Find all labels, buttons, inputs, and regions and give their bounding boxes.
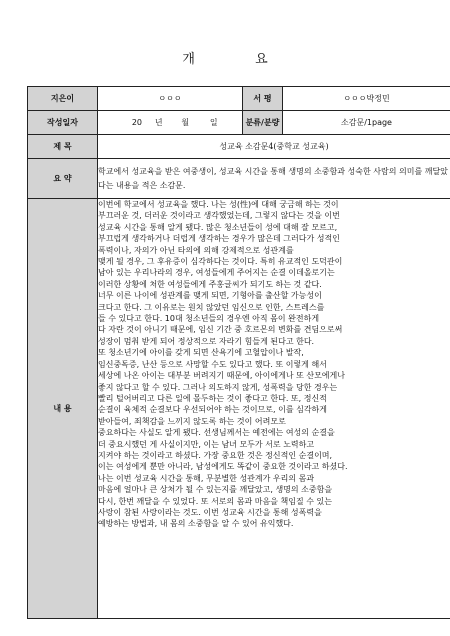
category-value: 소감문/1page	[283, 111, 450, 135]
date-month-unit: 월	[181, 118, 190, 127]
summary-row	[28, 159, 450, 199]
author-label: 지은이	[28, 87, 98, 111]
date-value	[98, 111, 243, 135]
date-row	[28, 111, 450, 135]
summary-label: 요 약	[28, 159, 98, 199]
summary-table	[27, 86, 450, 619]
content-row	[28, 199, 450, 619]
subject-row	[28, 135, 450, 159]
content-label: 내 용	[28, 199, 98, 619]
summary-value: 학교에서 성교육을 받은 여중생이, 성교육 시간을 통해 생명의 소중함과 성숙한 사람의 의미를 깨달았다는 내용을 적은 소감문.	[98, 159, 450, 199]
author-row	[28, 87, 450, 111]
date-year: 20	[131, 118, 142, 127]
content-value: 이번에 학교에서 성교육을 했다. 나는 성(性)에 대해 궁금해 하는 것이 부끄러운 것, 더러운 것이라고 생각했었는데, 그렇지 않다는 것을 이번 성교육 시간을 통해 알게 됐다. 많은 청소년들이 성에 대해 잘 모르고, 부끄럽게 생각하거나 더럽게 생각하는 경우가 많은데 그러다가 성적인 폭력이나, 자의가 아닌 타의에 의해 강제적으로 성관계를 맺게 될 경우, 그 후유증이 심각하다는 것이다. 특히 유교적인 도덕관이 남아 있는 우리나라의 경우, 여성들에게 주어지는 순결 이데올로기는 이러한 상황에 처한 여성들에게 주홍글씨가 되기도 하는 것 같다. 너무 이른 나이에 성관계를 맺게 되면, 기형아를 출산할 가능성이 크다고 한다. 그 이유로는 원치 않았던 임신으로 인한, 스트레스를 들 수 있다고 한다. 10대 청소년들의 경우엔 아직 몸이 완전하게 다 자란 것이 아니기 때문에, 임신 기간 중 호르몬의 변화를 견딤으로써 성장이 멈춰 받게 되어 정상적으로 자라기 힘들게 된다고 한다. 또 청소년기에 아이를 갖게 되면 산욕기에 고혈압이나 발작, 임신중독증, 난산 등으로 사망할 수도 있다고 했다. 또 이렇게 해서 세상에 나온 아이는 대부분 버려지기 때문에, 아이에게나 또 산모에게나 좋지 않다고 할 수 있다. 그러나 의도하지 않게, 성폭력을 당한 경우는 빨리 털어버리고 다른 일에 몰두하는 것이 좋다고 한다. 또, 정신적 순결이 육체적 순결보다 우선되어야 하는 것이므로, 이를 심각하게 받아들여, 죄책감을 느끼지 않도록 하는 것이 어려모로 중요하다는 사실도 알게 됐다. 선생님께서는 예전에는 여성의 순결을 더 중요시했던 게 사실이지만, 이는 남녀 모두가 서로 노력하고 지켜야 하는 것이라고 하셨다. 가장 중요한 것은 정신적인 순결이며, 이는 여성에게 뿐만 아니라, 남성에게도 똑같이 중요한 것이라고 하셨다. 나는 이번 성교육 시간을 통해, 무분별한 성관계가 우리의 몸과 마음에 얼마나 큰 상처가 될 수 있는지를 깨달았고, 생명의 소중함을 다시, 한번 깨달을 수 있었다. 또 서로의 몸과 마음을 책임질 수 있는 사랑이 참된 사랑이라는 것도. 이번 성교육 시간을 통해 성폭력을 예방하는 방법과, 내 몸의 소중함을 알 수 있어 유익했다.	[98, 199, 450, 619]
subject-label: 제 목	[28, 135, 98, 159]
date-day-unit: 일	[209, 118, 218, 127]
date-label: 작성일자	[28, 111, 98, 135]
date-year-unit: 년	[154, 118, 163, 127]
category-label: 분류/분량	[243, 111, 283, 135]
reviewer-value: ㅇㅇㅇ박정민	[283, 87, 450, 111]
subject-value: 성교육 소감문4(중학교 성교육)	[98, 135, 450, 159]
page-title: 개 요	[182, 52, 296, 67]
author-value: ㅇㅇㅇ	[98, 87, 243, 111]
reviewer-label: 서 평	[243, 87, 283, 111]
